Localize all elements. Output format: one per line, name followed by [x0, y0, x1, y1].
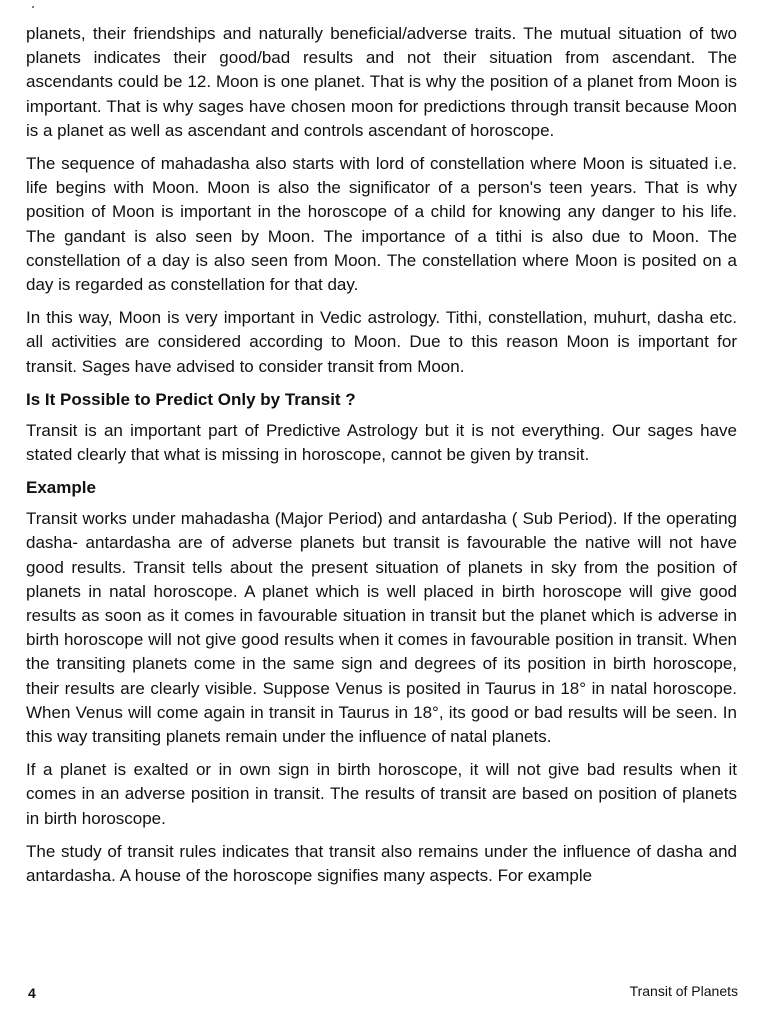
page-body [26, 22, 737, 897]
section-heading: Example [26, 478, 96, 498]
paragraph: The sequence of mahadasha also starts with lord of constellation where Moon is situated i.e. life begins with Moon. Moon is also the significator of a person's teen years. That is why position of Moon is important in the horoscope of a child for knowing any danger to his life. The gandant is also seen by Moon. The importance of a tithi is also due to Moon. The constellation of a day is also seen from Moon. The constellation where Moon is posited on a day is regarded as constellation for that day. [26, 154, 737, 295]
page-number: 4 [28, 985, 36, 1001]
paragraph: planets, their friendships and naturally beneficial/adverse traits. The mutual situation of two planets indicates their good/bad results and not their situation from ascendant. The ascendants could be 12. Moon is one planet. That is why the position of a planet from Moon is important. That is why sages have chosen moon for predictions through transit because Moon is a planet as well as ascendant and controls ascendant of horoscope. [26, 24, 737, 140]
paragraph: Transit works under mahadasha (Major Period) and antardasha ( Sub Period). If the operating dasha- antardasha are of adverse planets but transit is favourable the native will not have good results. Transit tells about the present situation of planets in sky from the position of planets in natal horoscope. A planet which is well placed in birth horoscope will give good results as soon as it comes in favourable situation in transit but the planet which is adverse in birth horoscope will not give good results when it comes in favourable position in transit. When the transiting planets come in the same sign and degrees of its position in birth horoscope, their results are clearly visible. Suppose Venus is posited in Taurus in 18° in natal horoscope. When Venus will come again in transit in Taurus in 18°, its good or bad results will be seen. In this way transiting planets remain under the influence of natal planets. [26, 509, 737, 747]
paragraph: Transit is an important part of Predictive Astrology but it is not everything. Our sages have stated clearly that what is missing in horoscope, cannot be given by transit. [26, 420, 737, 465]
paragraph: The study of transit rules indicates that transit also remains under the influence of dasha and antardasha. A house of the horoscope signifies many aspects. For example [26, 841, 737, 886]
running-title: Transit of Planets [629, 983, 738, 999]
section-heading: Is It Possible to Predict Only by Transit ? [26, 389, 356, 409]
paragraph: If a planet is exalted or in own sign in birth horoscope, it will not give bad results when it comes in an adverse position in transit. The results of transit are based on position of planets in birth horoscope. [26, 760, 737, 828]
scan-speck [32, 6, 34, 8]
paragraph: In this way, Moon is very important in Vedic astrology. Tithi, constellation, muhurt, dasha etc. all activities are considered according to Moon. Due to this reason Moon is important for transit. Sages have advised to consider transit from Moon. [26, 308, 737, 376]
